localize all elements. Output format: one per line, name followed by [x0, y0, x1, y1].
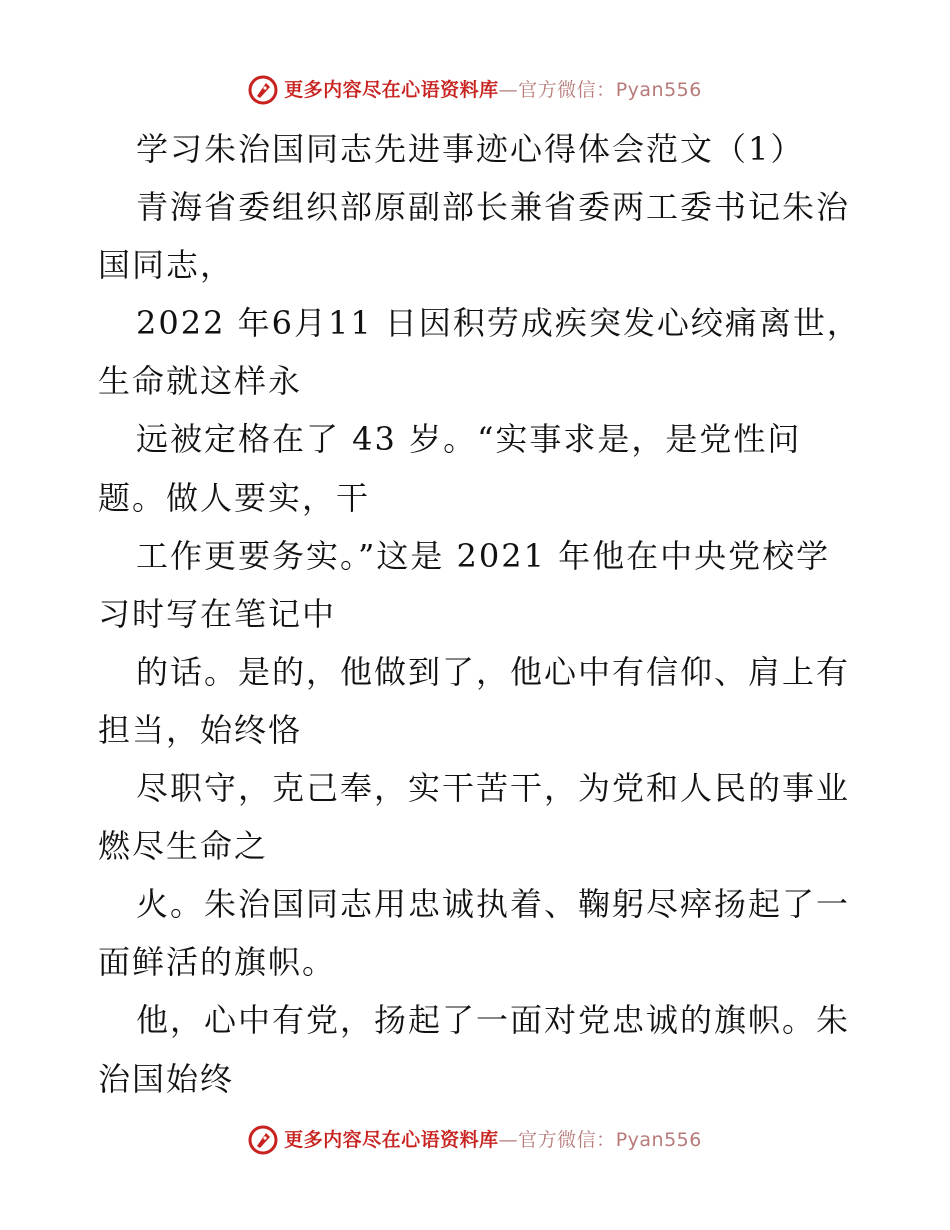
document-body — [0, 120, 950, 1108]
text-line: 治国始终 — [98, 1059, 235, 1098]
text-line: 的话。是的，他做到了，他心中有信仰、肩上有 — [136, 652, 851, 691]
watermark-official-label: 官方微信： — [518, 78, 616, 101]
footer-watermark — [0, 1122, 950, 1158]
text-line: 面鲜活的旗帜。 — [98, 943, 337, 982]
text-line: 燃尽生命之 — [98, 827, 269, 866]
text-line: 国同志， — [98, 246, 235, 285]
text-line: 火。朱治国同志用忠诚执着、鞠躬尽瘁扬起了一 — [136, 885, 851, 924]
watermark-wechat-id: Pyan556 — [615, 78, 702, 101]
text-line: 担当，始终恪 — [98, 710, 303, 749]
text-line: 工作更要务实。”这是 2021 年他在中央党校学 — [136, 536, 831, 575]
watermark-text — [284, 1128, 702, 1151]
text-line: 习时写在笔记中 — [98, 594, 337, 633]
text-line: 远被定格在了 43 岁。“实事求是，是党性问 — [136, 420, 802, 459]
text-line: 题。做人要实，干 — [98, 478, 371, 517]
watermark-wechat-id: Pyan556 — [615, 1128, 702, 1151]
text-line: 生命就这样永 — [98, 362, 303, 401]
text-line: 青海省委组织部原副部长兼省委两工委书记朱治 — [136, 188, 851, 227]
text-line: 2022 年6月11 日因积劳成疾突发心绞痛离世， — [136, 304, 861, 343]
text-line: 他，心中有党，扬起了一面对党忠诚的旗帜。朱 — [136, 1001, 851, 1040]
document-title: 学习朱治国同志先进事迹心得体会范文（1） — [136, 130, 805, 168]
pen-nib-icon — [248, 75, 278, 105]
pen-nib-icon — [248, 1125, 278, 1155]
watermark-official-label: 官方微信： — [518, 1128, 616, 1151]
watermark-dash: — — [498, 78, 519, 101]
watermark-text — [284, 78, 702, 101]
watermark-dash: — — [498, 1128, 519, 1151]
watermark-brand: 更多内容尽在心语资料库 — [284, 1128, 499, 1151]
text-line: 尽职守，克己奉，实干苦干，为党和人民的事业 — [136, 769, 851, 808]
header-watermark — [0, 72, 950, 108]
watermark-brand: 更多内容尽在心语资料库 — [284, 78, 499, 101]
